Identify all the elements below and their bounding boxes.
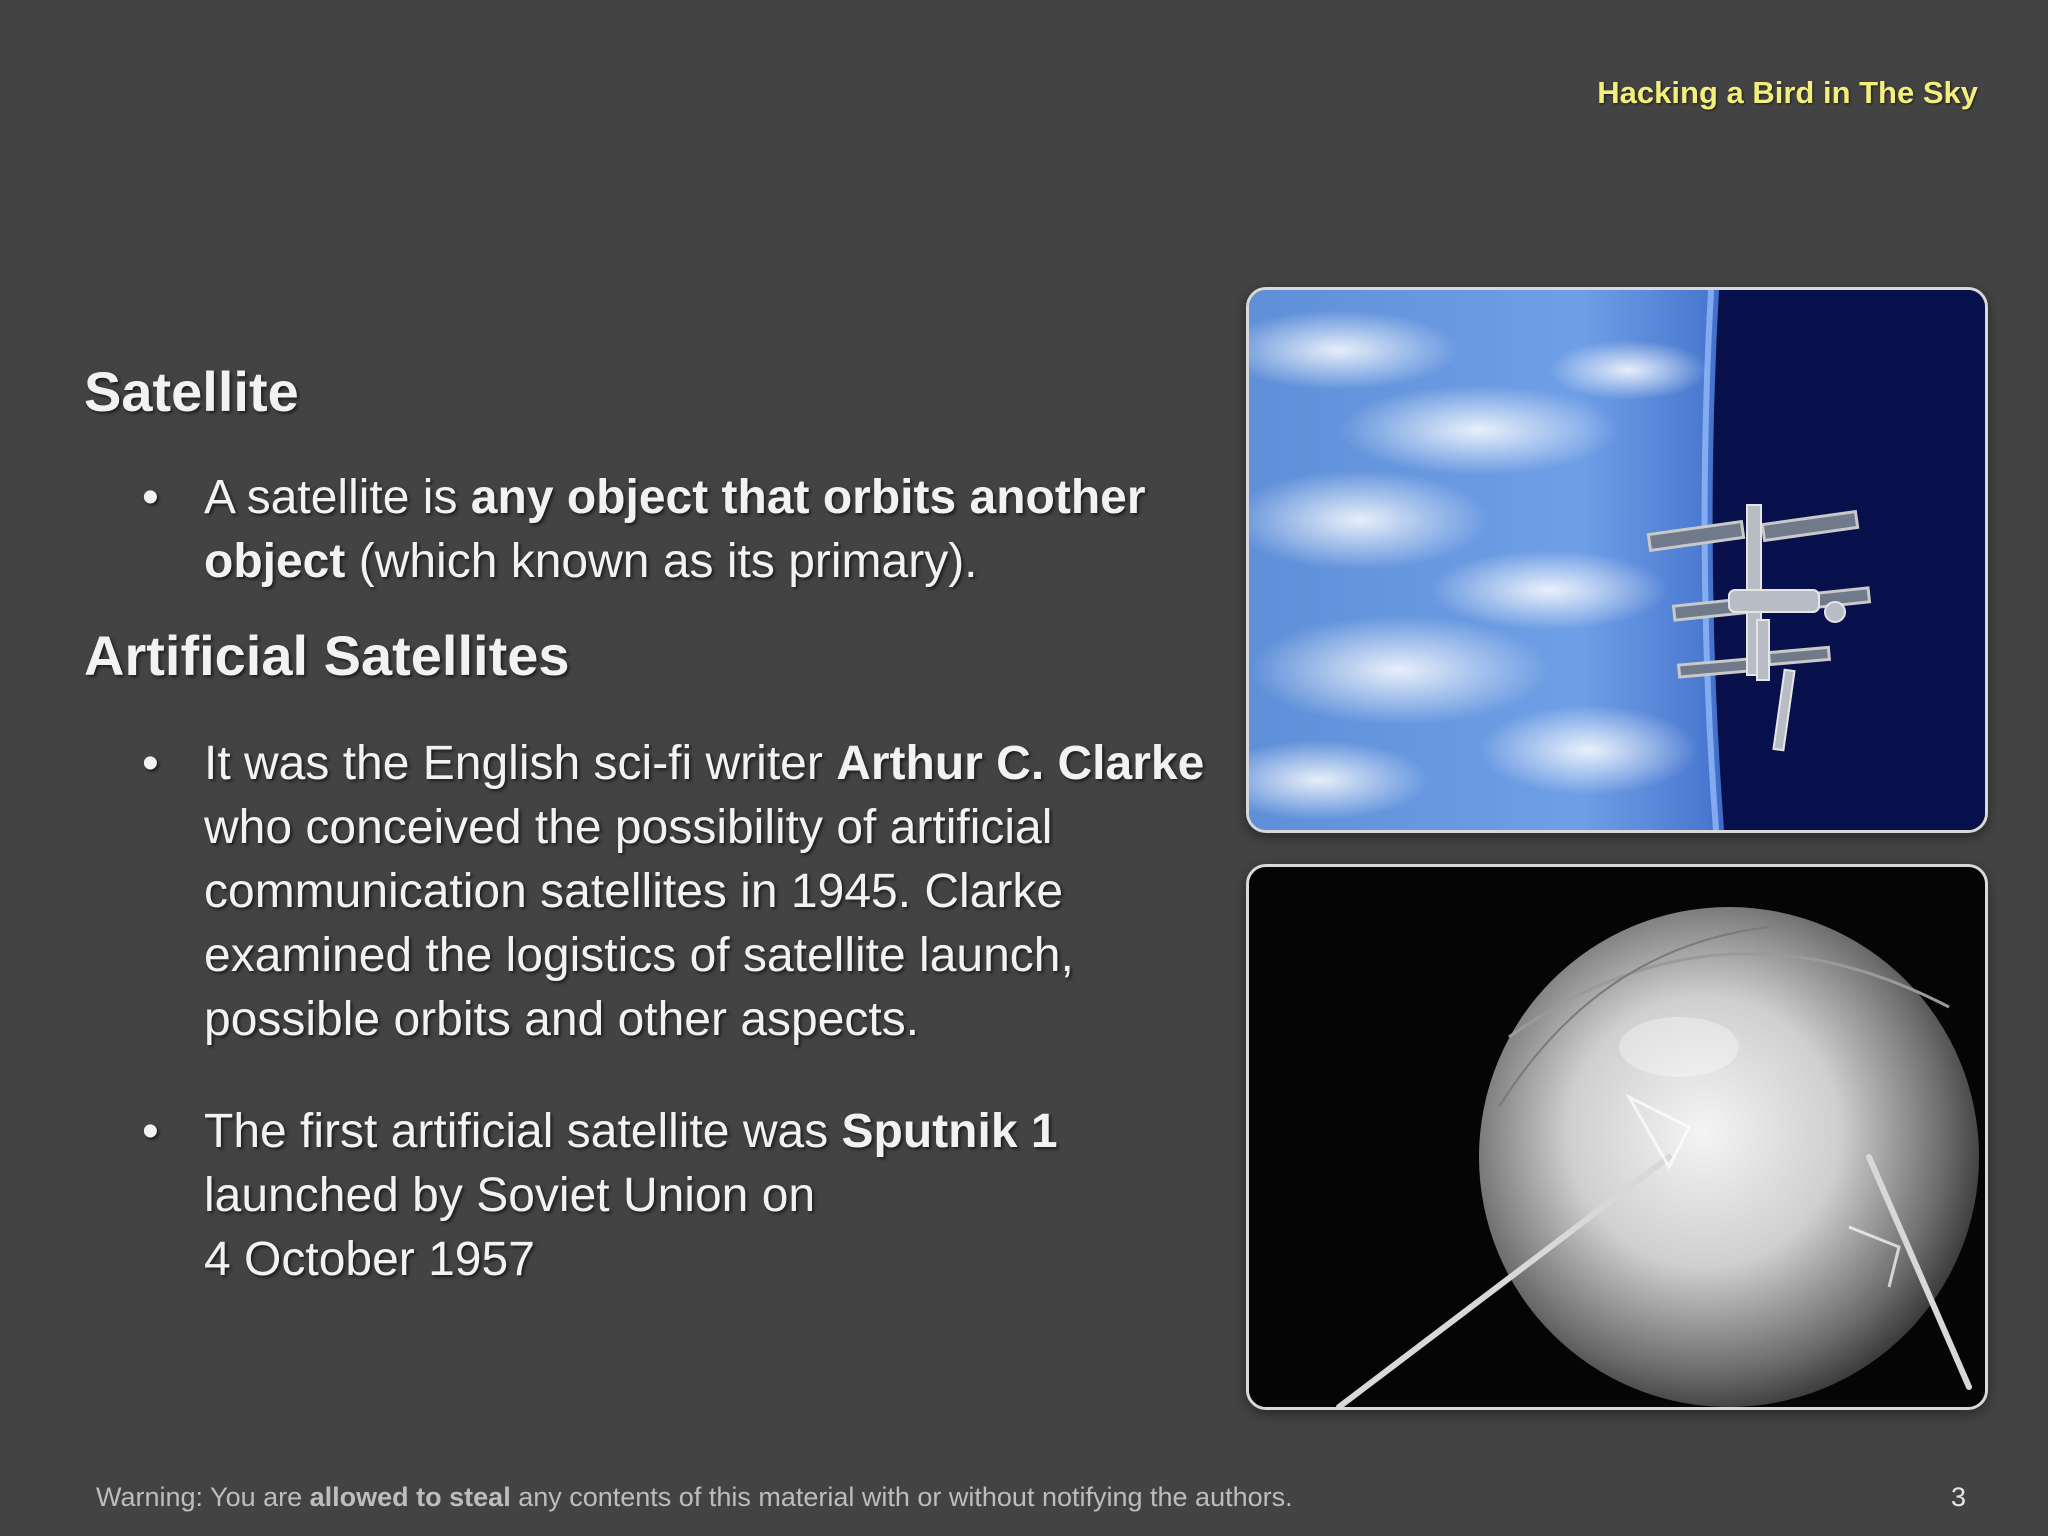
space-station-over-earth-image — [1249, 290, 1985, 830]
slide-content — [84, 352, 1244, 1292]
bullet-item — [84, 466, 1244, 594]
sputnik-satellite-image — [1249, 867, 1985, 1407]
bullet-item — [84, 1100, 1244, 1292]
space-station-over-earth-image — [1246, 287, 1988, 833]
bullet-list-artificial-satellites — [84, 732, 1244, 1292]
bullet-text: It was the English sci-fi writer Arthur C. Clarke who conceived the possibility of artificial communication satellites in 1945. Clarke examined the logistics of satellite launch, possible orbits and other aspects. — [204, 737, 1205, 1046]
sputnik-satellite-image — [1246, 864, 1988, 1410]
bullet-list-satellite — [84, 466, 1244, 594]
bullet-dot-icon: • — [142, 737, 159, 790]
footer-warning: Warning: You are allowed to steal any contents of this material with or without notifying the authors. — [96, 1482, 1293, 1512]
bullet-dot-icon: • — [142, 1105, 159, 1158]
section-title-artificial-satellites: Artificial Satellites — [84, 624, 570, 687]
bullet-text: The first artificial satellite was Sputnik 1 launched by Soviet Union on 4 October 1957 — [204, 1105, 1058, 1286]
page-number: 3 — [1950, 1482, 1966, 1512]
section-title-satellite: Satellite — [84, 360, 299, 423]
bullet-text: A satellite is any object that orbits another object (which known as its primary). — [204, 471, 1146, 588]
bullet-dot-icon: • — [142, 471, 159, 524]
slide-header-title: Hacking a Bird in The Sky — [1597, 75, 1978, 110]
bullet-item — [84, 732, 1244, 1052]
